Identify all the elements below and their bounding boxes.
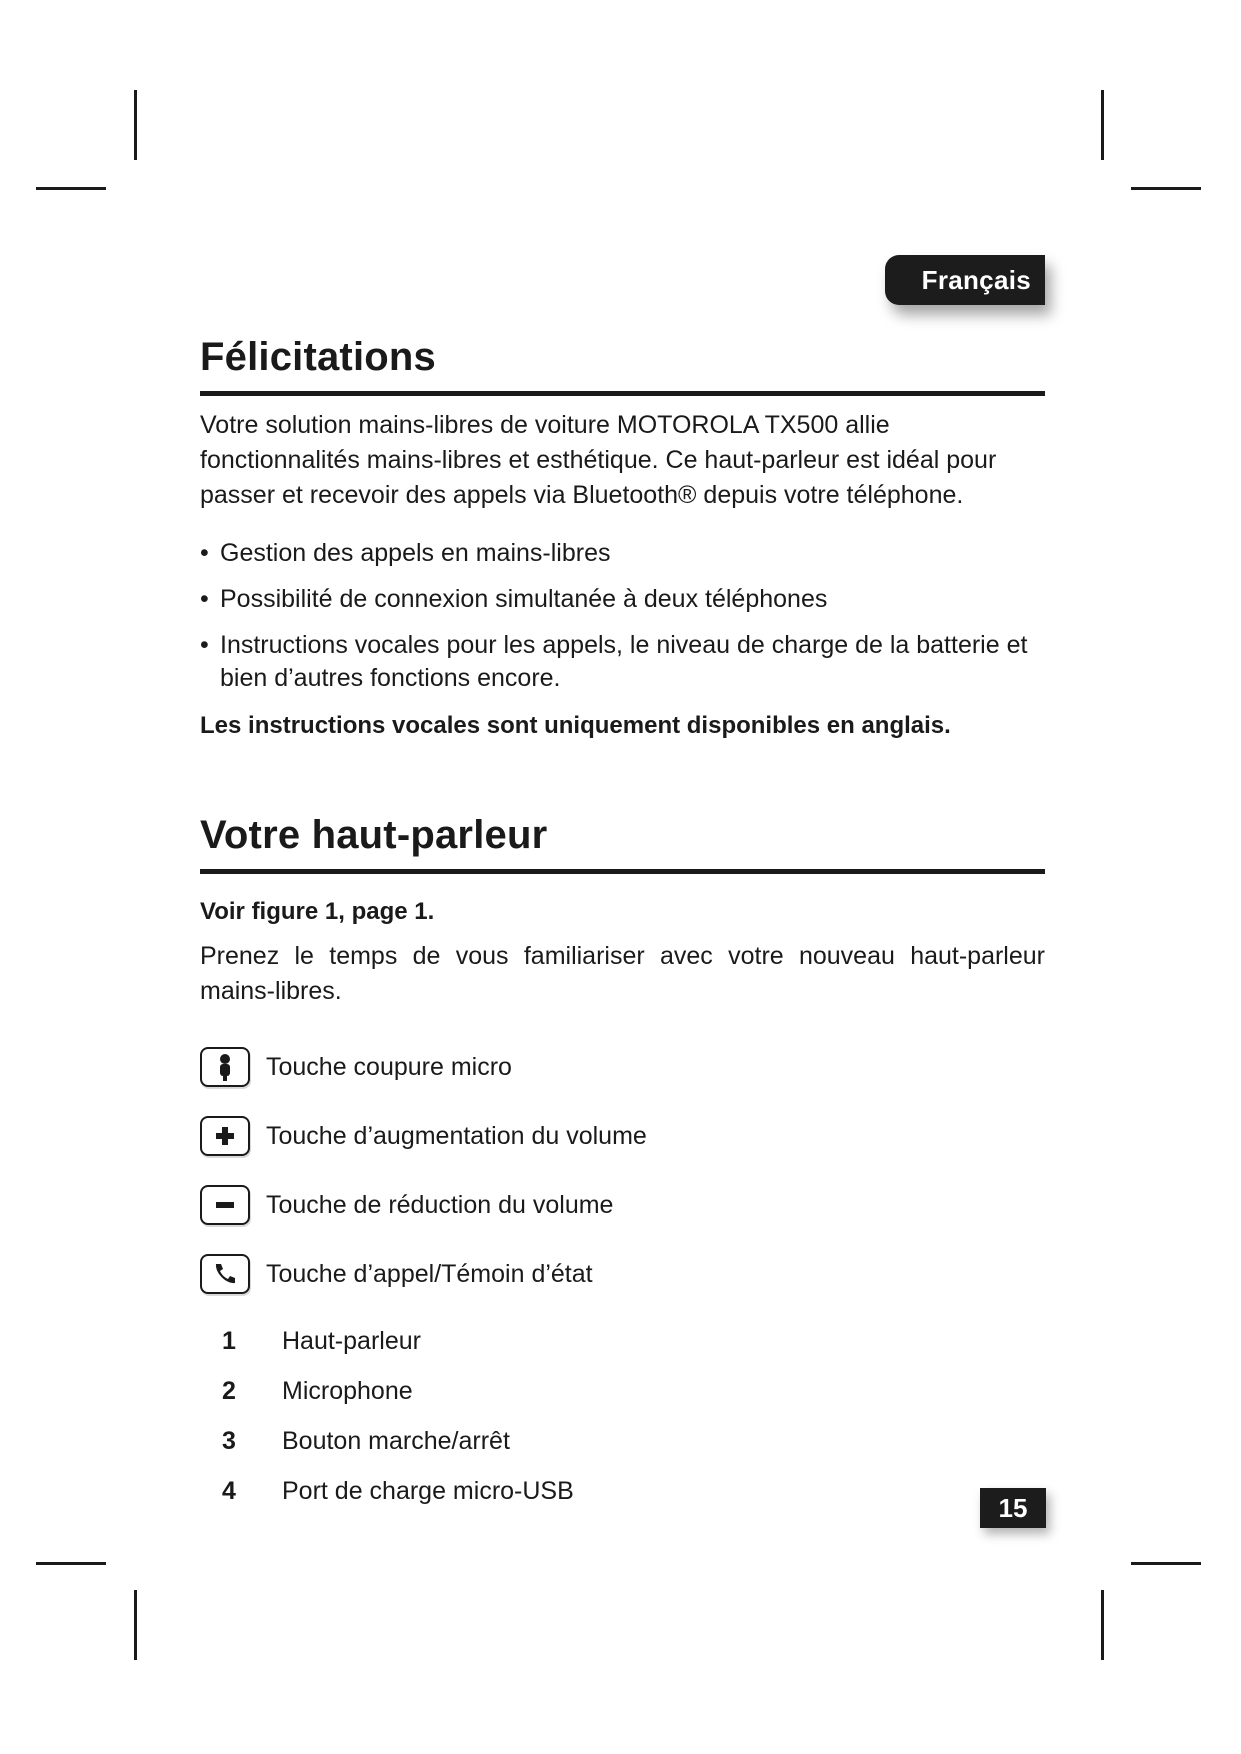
crop-mark xyxy=(36,1562,106,1565)
crop-mark xyxy=(1131,1562,1201,1565)
crop-mark xyxy=(1101,1590,1104,1660)
crop-mark xyxy=(1131,187,1201,190)
item-label: Port de charge micro-USB xyxy=(282,1476,574,1505)
list-item: • Possibilité de connexion simultanée à deux téléphones xyxy=(200,583,1045,616)
key-item xyxy=(200,1242,1045,1306)
item-label: Haut-parleur xyxy=(282,1326,421,1355)
figure-reference: Voir figure 1, page 1. xyxy=(200,898,435,925)
item-label: Bouton marche/arrêt xyxy=(282,1426,510,1455)
key-item xyxy=(200,1173,1045,1237)
page-content xyxy=(200,335,1045,1516)
key-label: Touche d’augmentation du volume xyxy=(266,1121,647,1150)
bullet-marker: • xyxy=(200,585,209,613)
key-label: Touche de réduction du volume xyxy=(266,1190,614,1219)
key-label: Touche coupure micro xyxy=(266,1052,512,1081)
bullet-marker: • xyxy=(200,539,209,567)
key-list xyxy=(200,1035,1045,1306)
crop-mark xyxy=(36,187,106,190)
list-item xyxy=(200,1466,1045,1516)
crop-mark xyxy=(134,90,137,160)
item-label: Microphone xyxy=(282,1376,413,1405)
numbered-parts-list xyxy=(200,1316,1045,1516)
bullet-marker: • xyxy=(200,631,209,659)
item-number: 4 xyxy=(222,1476,236,1505)
phone-icon xyxy=(200,1254,250,1294)
list-item xyxy=(200,1416,1045,1466)
plus-icon xyxy=(200,1116,250,1156)
key-label: Touche d’appel/Témoin d’état xyxy=(266,1259,593,1288)
intro-paragraph: Prenez le temps de vous familiariser avec votre nouveau haut-parleur mains-libres. xyxy=(200,942,1045,1005)
intro-paragraph: Votre solution mains-libres de voiture MOTOROLA TX500 allie fonctionnalités mains-libres et esthétique. Ce haut-parleur est idéal pour passer et recevoir des appels via Bluetooth® depuis votre téléphone. xyxy=(200,411,997,509)
list-item xyxy=(200,1316,1045,1366)
feature-list xyxy=(200,537,1045,695)
crop-mark xyxy=(1101,90,1104,160)
language-note: Les instructions vocales sont uniquement disponibles en anglais. xyxy=(200,712,951,739)
section-haut-parleur xyxy=(200,813,1045,1516)
crop-mark xyxy=(134,1590,137,1660)
mute-icon xyxy=(200,1047,250,1087)
key-item xyxy=(200,1104,1045,1168)
section-title: Votre haut-parleur xyxy=(200,813,1045,874)
list-item: • Instructions vocales pour les appels, le niveau de charge de la batterie et bien d’autres fonctions encore. xyxy=(200,631,1028,692)
list-item xyxy=(200,1366,1045,1416)
list-item: • Gestion des appels en mains-libres xyxy=(200,537,1045,570)
section-title: Félicitations xyxy=(200,335,1045,396)
minus-icon xyxy=(200,1185,250,1225)
page-number: 15 xyxy=(980,1488,1046,1528)
section-felicitations xyxy=(200,335,1045,743)
item-number: 3 xyxy=(222,1426,236,1455)
key-item xyxy=(200,1035,1045,1099)
language-tab: Français xyxy=(885,255,1045,305)
item-number: 1 xyxy=(222,1326,236,1355)
item-number: 2 xyxy=(222,1376,236,1405)
